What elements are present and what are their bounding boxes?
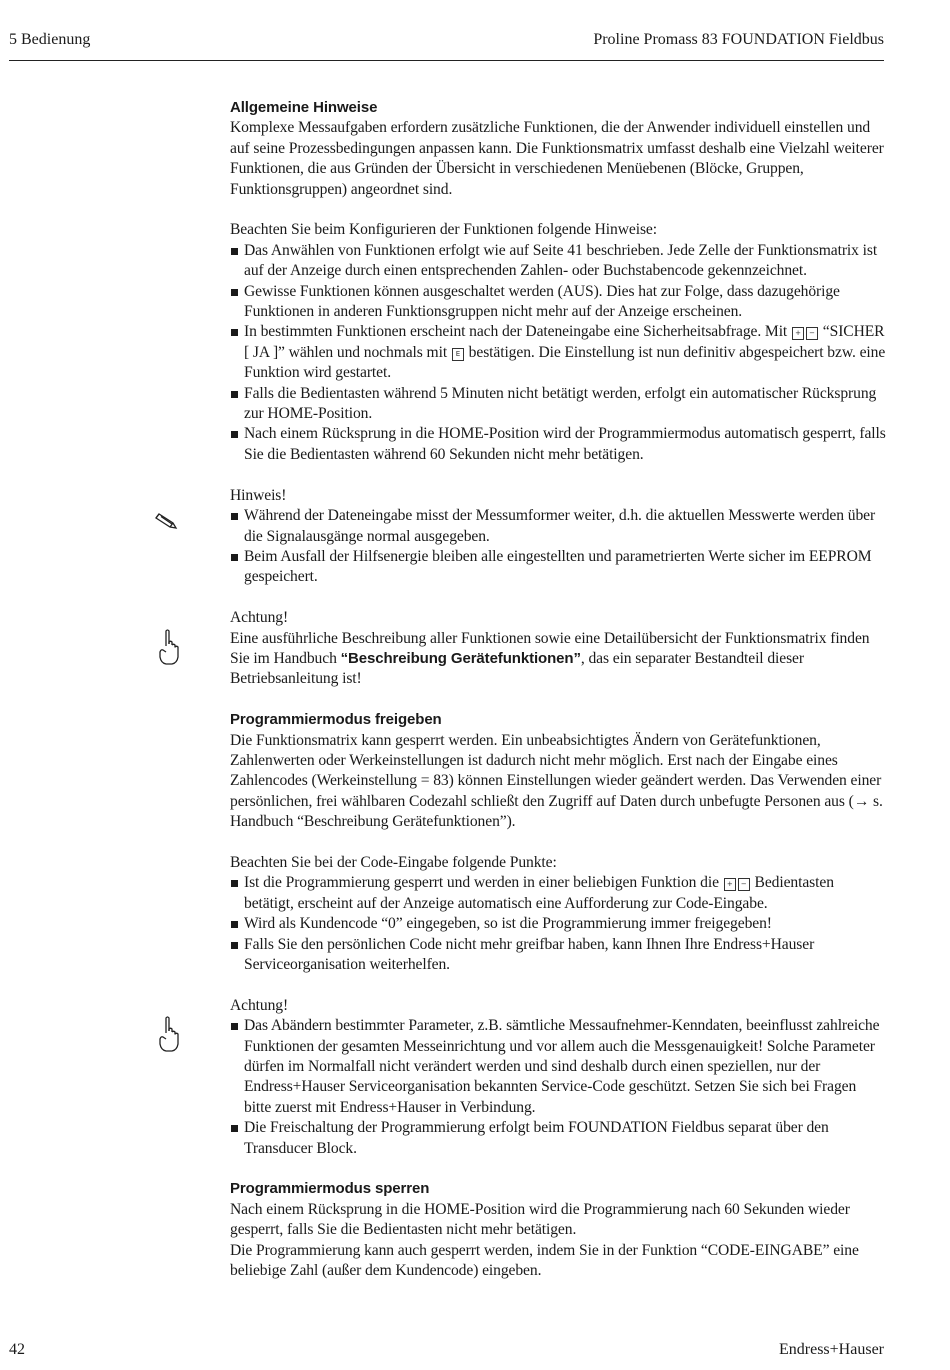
caution-list [230, 1016, 886, 1159]
plus-key-icon: + [724, 878, 736, 891]
heading-general: Allgemeine Hinweise [230, 99, 378, 116]
list-item: Während der Dateneingabe misst der Messumformer weiter, d.h. die aktuellen Messwerte werden über die Signalausgänge normal ausgegeben. [230, 506, 886, 547]
main-content [230, 98, 886, 1281]
general-intro: Komplexe Messaufgaben erfordern zusätzliche Funktionen, die der Anwender individuell einstellen und auf seine Prozessbedingungen anpassen kann. Die Funktionsmatrix umfasst deshalb eine Vielzahl weiterer Funktionen, die aus Gründen der Übersicht in verschiedenen Menüebenen (Blöcke, Gruppen, Funktionsgruppen) angeordnet sind. [230, 119, 884, 198]
list-item: Nach einem Rücksprung in die HOME-Position wird der Programmiermodus automatisch gesperrt, falls Sie die Bedientasten während 60 Sekunden nicht mehr betätigen. [230, 424, 886, 465]
heading-unlock: Programmiermodus freigeben [230, 711, 442, 729]
caution-label: Achtung! [230, 996, 289, 1014]
list-item: Falls die Bedientasten während 5 Minuten nicht betätigt werden, erfolgt ein automatischer Rücksprung zur HOME-Position. [230, 384, 886, 425]
heading-lock: Programmiermodus sperren [230, 1180, 430, 1198]
header-rule [9, 60, 884, 61]
list-item: In bestimmten Funktionen erscheint nach der Dateneingabe eine Sicherheitsabfrage. Mit + − “SICHER [ JA ]” wählen und nochmals mit E bestätigen. Die Einstellung ist nun definitiv abgespeichert bzw. eine Funktion wird gestartet. [230, 322, 886, 383]
minus-key-icon: − [738, 878, 750, 891]
lock-text-2: Die Programmierung kann auch gesperrt werden, indem Sie in der Funktion “CODE-EINGABE” eine beliebige Zahl (außer dem Kundencode) eingeben. [230, 1241, 859, 1280]
list-item: Ist die Programmierung gesperrt und werden in einer beliebigen Funktion die + − Bedientasten betätigt, erscheint auf der Anzeige automatisch eine Aufforderung zur Code-Eingabe. [230, 873, 886, 914]
list-item: Die Freischaltung der Programmierung erfolgt beim FOUNDATION Fieldbus separat über den Transducer Block. [230, 1118, 886, 1159]
minus-key-icon: − [806, 327, 818, 340]
unlock-text: Die Funktionsmatrix kann gesperrt werden. Ein unbeabsichtigtes Ändern von Gerätefunktionen, Zahlenwerten oder Werkeinstellungen ist dadurch nicht mehr möglich. Erst nach der Eingabe eines Zahlencodes (Werkeinstellung = 83) können Einstellungen wieder geändert werden. Das Verwenden einer persönlichen, frei wählbaren Codezahl schließt den Zugriff auf Daten durch unbefugte Personen aus (→ s. Handbuch “Beschreibung Gerätefunktionen”). [230, 731, 883, 831]
general-list [230, 241, 886, 465]
list-item: Beim Ausfall der Hilfsenergie bleiben alle eingestellten und parametrierten Werte sicher im EEPROM gespeichert. [230, 547, 886, 588]
lock-text-1: Nach einem Rücksprung in die HOME-Position wird die Programmierung nach 60 Sekunden wieder gesperrt, falls Sie die Bedientasten nicht mehr betätigen. [230, 1200, 850, 1239]
note-list [230, 506, 886, 588]
list-item: Das Abändern bestimmter Parameter, z.B. sämtliche Messaufnehmer-Kenndaten, beeinflusst zahlreiche Funktionen der gesamten Messeinrichtung und vor allem auch die Messgenauigkeit! Solche Parameter dürfen im Normalfall nicht verändert werden und sind deshalb durch einen speziellen, nur der Endress+Hauser Serviceorganisation bekannten Service-Code geschützt. Setzen Sie sich bei Fragen bitte zuerst mit Endress+Hauser in Verbindung. [230, 1016, 886, 1118]
section-header: 5 Bedienung [9, 31, 91, 48]
brand-footer: Endress+Hauser [779, 1341, 884, 1358]
note-label: Hinweis! [230, 486, 287, 504]
page-number: 42 [9, 1341, 25, 1358]
list-item: Das Anwählen von Funktionen erfolgt wie auf Seite 41 beschrieben. Jede Zelle der Funktionsmatrix ist auf der Anzeige durch einen entsprechenden Zahlen- oder Buchstabencode gekennzeichnet. [230, 241, 886, 282]
manual-reference: “Beschreibung Gerätefunktionen” [340, 649, 581, 667]
pencil-note-icon [153, 510, 179, 532]
caution-hand-icon [157, 628, 181, 666]
list-item: Gewisse Funktionen können ausgeschaltet werden (AUS). Dies hat zur Folge, dass dazugehörige Funktionen in anderen Funktionsgruppen nicht mehr auf der Anzeige erscheinen. [230, 282, 886, 323]
caution-hand-icon [157, 1015, 181, 1053]
caution-label: Achtung! [230, 609, 289, 627]
product-header: Proline Promass 83 FOUNDATION Fieldbus [593, 31, 884, 48]
list-item: Falls Sie den persönlichen Code nicht mehr greifbar haben, kann Ihnen Ihre Endress+Hauser Serviceorganisation weiterhelfen. [230, 935, 886, 976]
general-lead: Beachten Sie beim Konfigurieren der Funktionen folgende Hinweise: [230, 221, 657, 239]
enter-key-icon: E [452, 348, 464, 361]
caution-text: Eine ausführliche Beschreibung aller Funktionen sowie eine Detailübersicht der Funktionsmatrix finden Sie im Handbuch “Beschreibung Gerätefunktionen”, das ein separater Bestandteil dieser Betriebsanleitung ist! [230, 629, 870, 688]
list-item: Wird als Kundencode “0” eingegeben, so ist die Programmierung immer freigegeben! [230, 914, 886, 934]
plus-key-icon: + [792, 327, 804, 340]
unlock-lead: Beachten Sie bei der Code-Eingabe folgende Punkte: [230, 853, 557, 871]
unlock-list [230, 873, 886, 975]
